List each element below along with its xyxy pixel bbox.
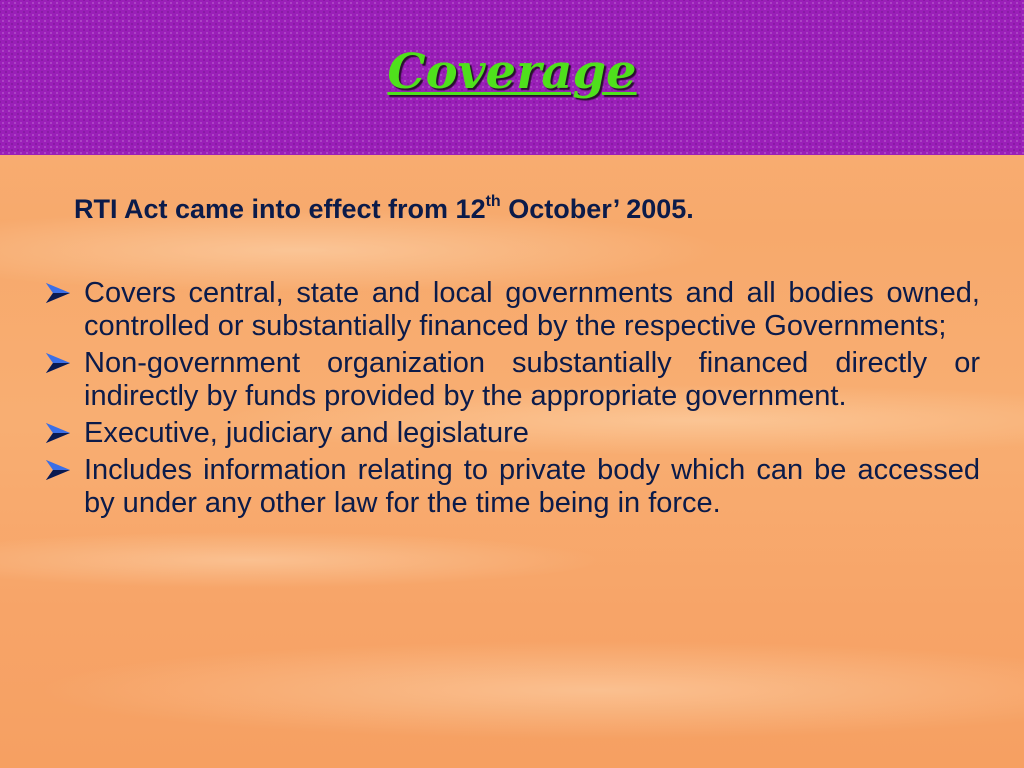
arrow-bullet-icon: [44, 281, 74, 305]
bullet-text: Includes information relating to private body which can be accessed by under any other law for the time being in force.: [84, 454, 980, 519]
intro-ordinal-suffix: th: [485, 193, 501, 210]
intro-statement: [74, 192, 974, 226]
slide-title: Coverage: [387, 44, 637, 100]
bullet-text: Executive, judiciary and legislature: [84, 417, 529, 449]
coverage-bullet-list: [44, 277, 980, 524]
bullet-text: Non-government organization substantially financed directly or indirectly by funds provided by the appropriate government.: [84, 347, 980, 412]
arrow-bullet-icon: [44, 458, 74, 482]
bullet-text: Covers central, state and local governments and all bodies owned, controlled or substantially financed by the respective Governments;: [84, 277, 980, 342]
arrow-bullet-icon: [44, 421, 74, 445]
bullet-item: [44, 417, 980, 450]
intro-text: RTI Act came into effect from 12: [74, 194, 486, 224]
arrow-bullet-icon: [44, 351, 74, 375]
bullet-item: [44, 454, 980, 520]
bullet-item: [44, 347, 980, 413]
bullet-item: [44, 277, 980, 343]
intro-text-end: October’ 2005.: [500, 194, 694, 224]
